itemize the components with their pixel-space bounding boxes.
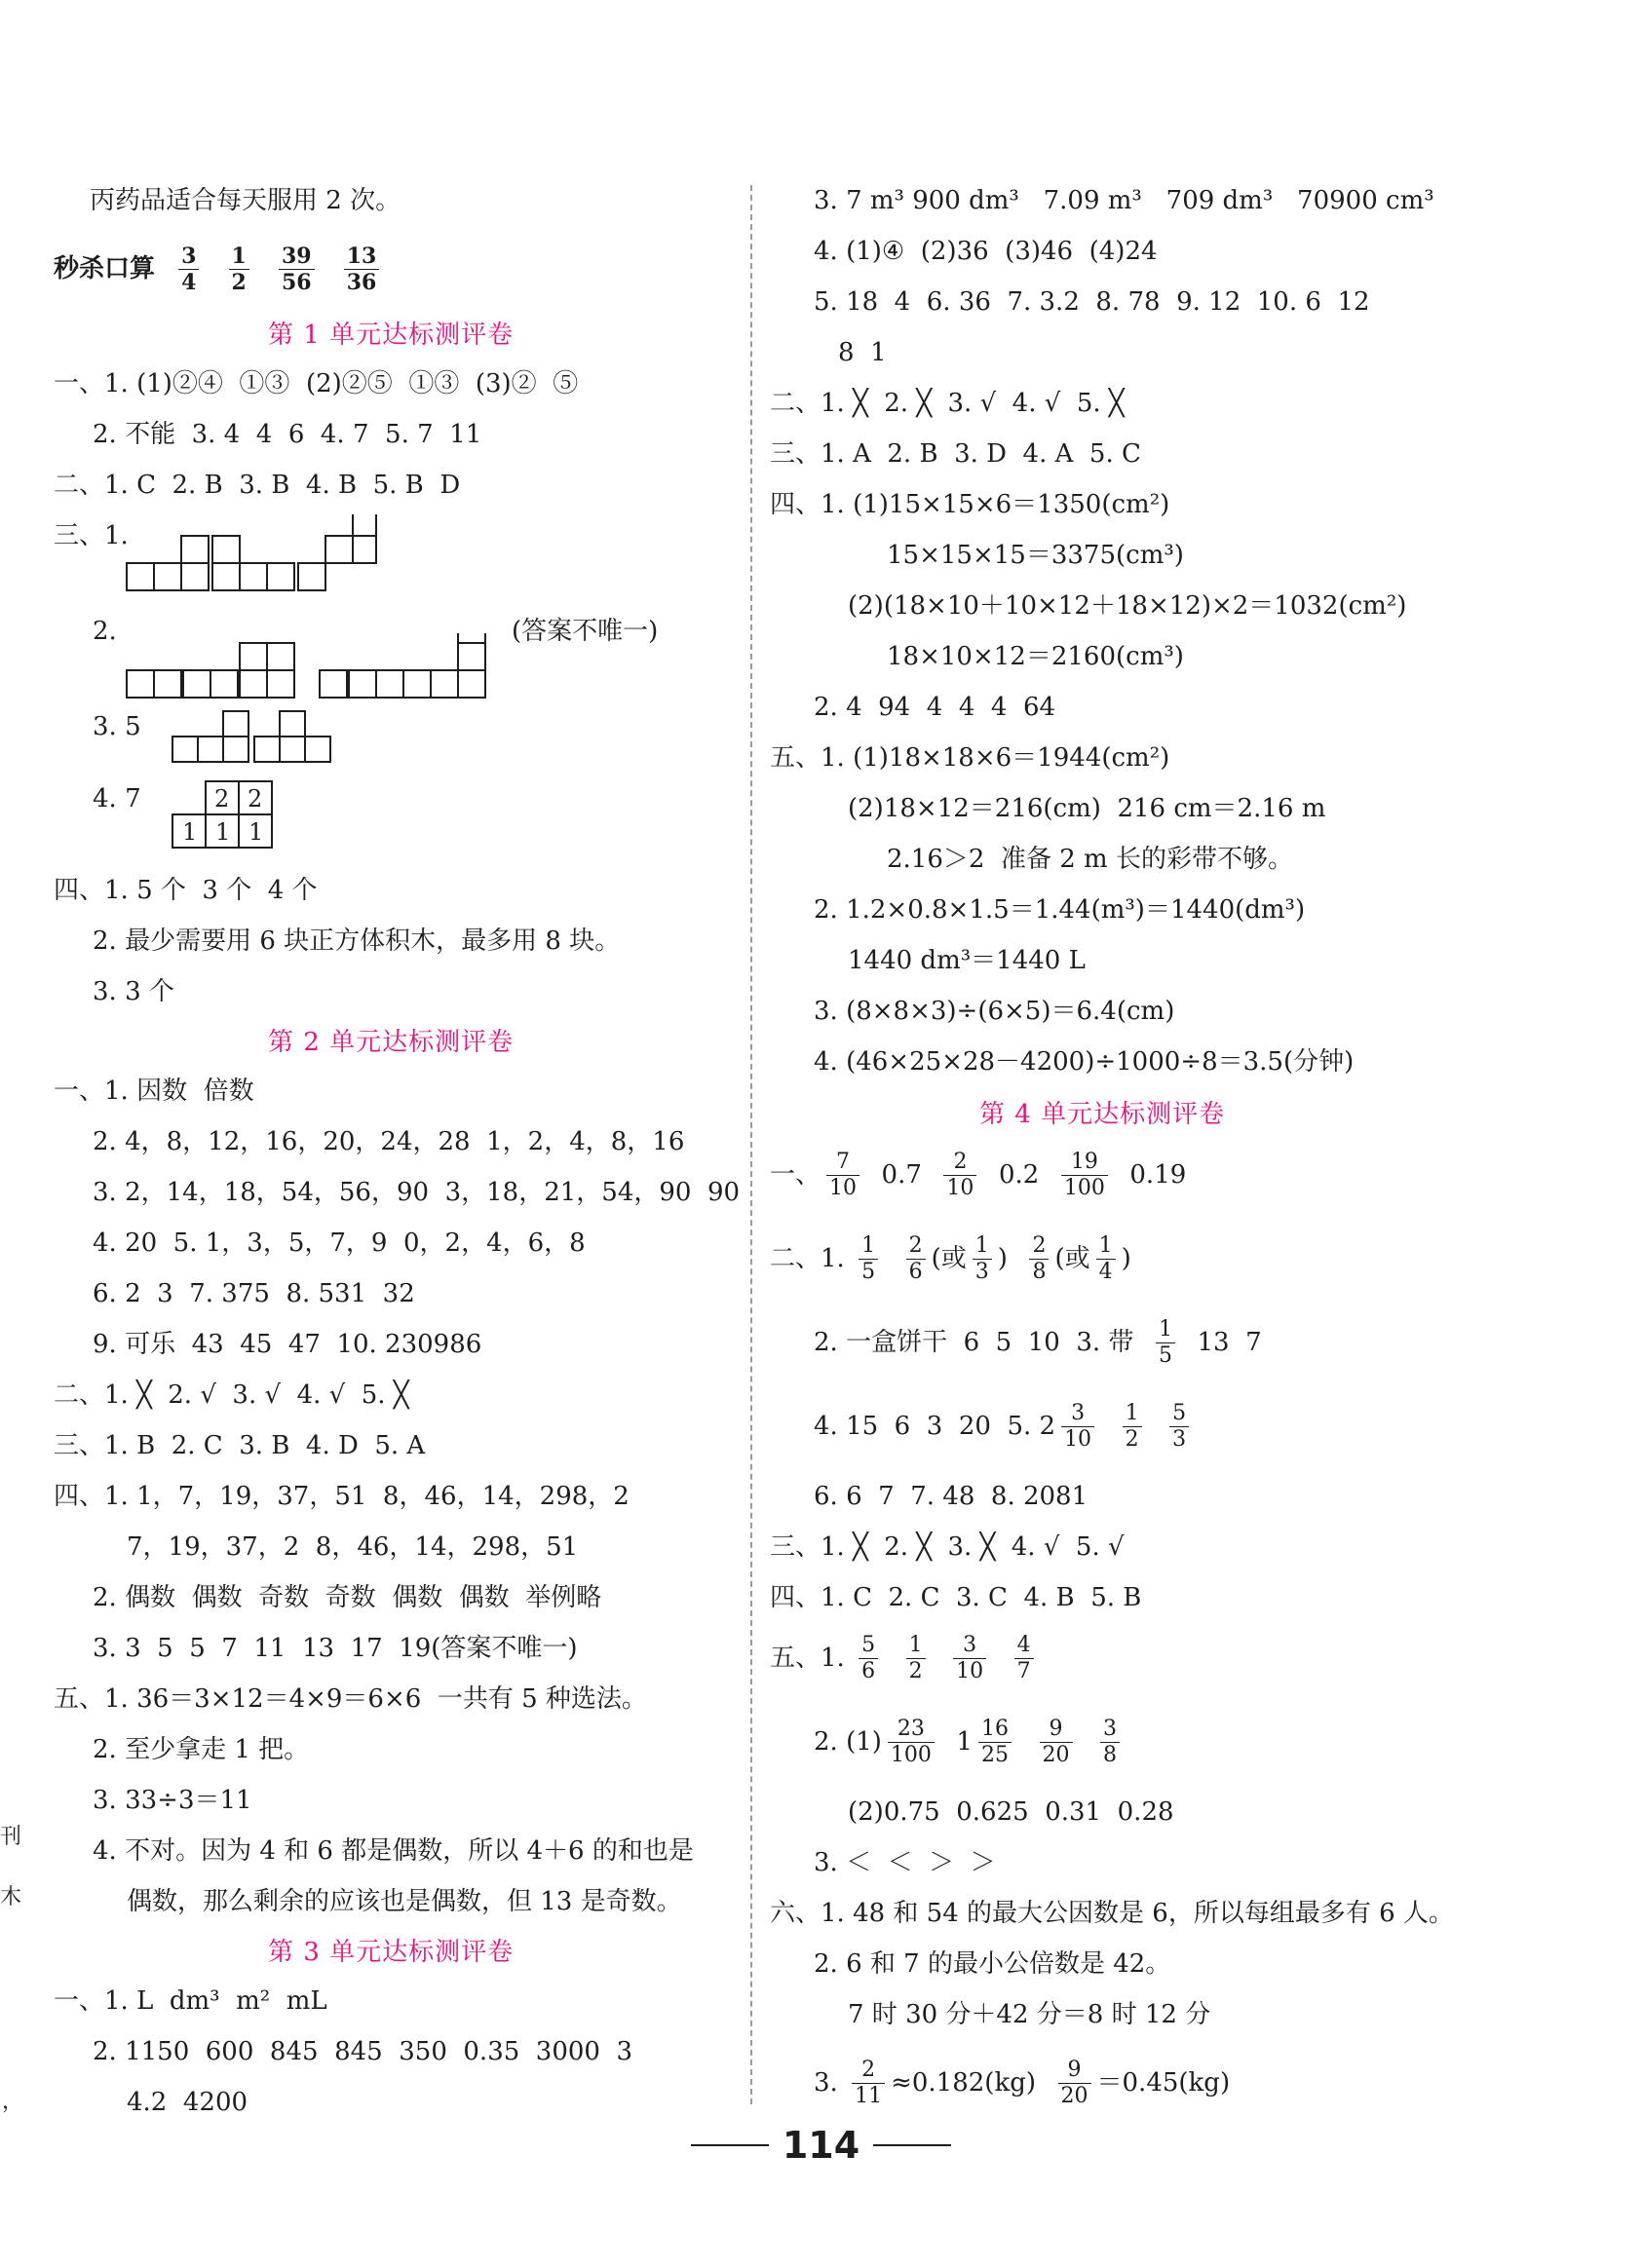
answer-text: (或	[931, 1244, 967, 1273]
answer-line	[814, 682, 1055, 733]
answer-text: 偶数，那么剩余的应该也是偶数，但 13 是奇数。	[127, 1887, 682, 1916]
fraction	[1040, 1718, 1073, 1767]
answer-line	[814, 1401, 1195, 1452]
answer-line	[54, 1674, 647, 1724]
page-number	[0, 2116, 1642, 2174]
view-top	[298, 514, 376, 590]
answer-text: 三、1.	[54, 521, 129, 550]
fraction-denominator: 10	[1061, 1426, 1094, 1452]
answer-text: 2.16＞2 准备 2 m 长的彩带不够。	[887, 845, 1293, 874]
answer-line	[770, 733, 1169, 783]
answer-text: 三、1. ╳ 2. ╳ 3. ╳ 4. √ 5. √	[770, 1532, 1125, 1562]
answer-line	[54, 1976, 327, 2026]
fraction-denominator: 56	[279, 269, 315, 294]
answer-text: 3. 3 个	[93, 977, 174, 1006]
answer-line	[770, 1888, 1454, 1939]
fraction-denominator: 20	[1040, 1742, 1073, 1767]
answer-line	[814, 2058, 1230, 2108]
fraction	[1061, 1402, 1094, 1452]
fraction	[852, 2059, 885, 2108]
fraction	[1169, 1402, 1189, 1452]
answer-text	[1148, 1411, 1165, 1442]
answer-text: 8 1	[838, 338, 887, 367]
answer-line	[814, 226, 1158, 277]
answer-line	[93, 1167, 740, 1218]
answer-line	[770, 378, 1125, 429]
answer-line	[54, 460, 460, 510]
answer-line	[54, 244, 385, 294]
fraction-numerator: 5	[1172, 1400, 1187, 1425]
answer-line	[93, 701, 141, 752]
page-number-dash-right	[873, 2144, 951, 2146]
answer-text: 五、1. 36＝3×12＝4×9＝6×6 一共有 5 种选法。	[54, 1684, 647, 1714]
answer-text: )	[997, 1244, 1024, 1273]
answer-text: 三、1. A 2. B 3. D 4. A 5. C	[770, 439, 1141, 469]
answer-line	[54, 1471, 630, 1522]
fraction	[1096, 1234, 1116, 1284]
fraction	[943, 1151, 976, 1200]
three-views-figure	[125, 514, 378, 596]
answer-text: (2)18×12＝216(cm) 216 cm＝2.16 m	[848, 794, 1326, 823]
answer-line	[814, 1317, 1262, 1368]
answer-text: 2.	[93, 617, 117, 646]
answer-line	[54, 1370, 408, 1420]
answer-line	[512, 606, 658, 657]
answer-text: 2. 4，8，12，16，20，24，28 1，2，4，8，16	[93, 1127, 685, 1156]
fraction	[826, 1151, 859, 1200]
answer-text: 1	[939, 1727, 973, 1757]
fraction	[978, 1718, 1012, 1767]
fraction-denominator: 7	[1014, 1658, 1034, 1683]
fraction-numerator: 7	[836, 1149, 851, 1174]
answer-line	[814, 277, 1370, 327]
answer-text: 五、1.	[770, 1644, 854, 1673]
answer-line	[93, 916, 620, 966]
answer-text: 7，19，37，2 8，46，14，298，51	[127, 1532, 579, 1562]
fraction-numerator: 2	[861, 2057, 876, 2082]
answer-text: 4. 不对。因为 4 和 6 都是偶数，所以 4＋6 的和也是	[93, 1836, 694, 1866]
answer-line	[770, 1150, 1186, 1200]
section-heading	[268, 1017, 514, 1068]
answer-text: 18×10×12＝2160(cm³)	[887, 642, 1184, 671]
fraction-denominator: 10	[826, 1175, 859, 1200]
answer-line	[93, 1826, 694, 1876]
grid-label: 2	[248, 785, 263, 813]
fraction-denominator: 8	[1029, 1259, 1049, 1284]
fraction-denominator: 10	[943, 1175, 976, 1200]
answer-line	[54, 359, 578, 409]
answer-text	[884, 1643, 900, 1674]
answer-text: 秒杀口算	[54, 254, 173, 284]
answer-line	[93, 1623, 578, 1674]
answer-line	[848, 1989, 1210, 2040]
answer-line	[848, 935, 1086, 986]
fraction	[1058, 2059, 1091, 2108]
answer-line	[814, 1837, 996, 1888]
answer-text: 3. 3 5 5 7 11 13 17 19(答案不唯一)	[93, 1634, 578, 1663]
page-number-dash-left	[691, 2144, 769, 2146]
answer-text: (或	[1054, 1244, 1090, 1273]
fraction-denominator: 4	[1096, 1259, 1116, 1284]
answer-text: 第 3 单元达标测评卷	[268, 1938, 515, 1967]
fraction-numerator: 19	[1070, 1149, 1098, 1174]
fraction	[859, 1234, 878, 1284]
edge-char: 木	[0, 1885, 22, 1909]
answer-text: 三、1. B 2. C 3. B 4. D 5. A	[54, 1431, 426, 1460]
fraction	[859, 1634, 878, 1683]
fraction-denominator: 25	[978, 1742, 1012, 1767]
answer-line	[814, 1471, 1088, 1522]
fraction-numerator: 5	[861, 1632, 876, 1657]
arrangement-a	[127, 643, 294, 698]
answer-line	[848, 1787, 1174, 1837]
answer-line	[814, 175, 1434, 226]
answer-text: 3. (8×8×3)÷(6×5)＝6.4(cm)	[814, 997, 1175, 1026]
answer-line	[93, 774, 141, 824]
answer-line	[848, 581, 1406, 631]
answer-text: 第 4 单元达标测评卷	[979, 1100, 1226, 1129]
answer-line	[93, 2026, 632, 2077]
answer-line	[54, 1066, 254, 1116]
edge-char: 刊	[0, 1825, 22, 1849]
fraction-denominator: 8	[1100, 1742, 1120, 1767]
arrangements-figure	[125, 633, 515, 705]
fraction-numerator: 4	[1016, 1632, 1031, 1657]
answer-line	[127, 1876, 682, 1927]
fraction-denominator: 5	[859, 1259, 878, 1284]
answer-text: 9. 可乐 43 45 47 10. 230986	[93, 1330, 482, 1359]
answer-line	[54, 510, 129, 561]
answer-line	[770, 1522, 1125, 1572]
answer-line	[93, 1218, 586, 1268]
answer-text: 2. 1150 600 845 845 350 0.35 3000 3	[93, 2037, 633, 2066]
answer-text: 2. (1)	[814, 1727, 882, 1757]
grid-label: 1	[215, 818, 231, 846]
fraction-denominator: 11	[852, 2083, 885, 2108]
answer-text	[932, 1643, 948, 1674]
fraction-numerator: 39	[281, 243, 312, 269]
answer-line	[127, 1522, 578, 1572]
fraction-denominator: 2	[906, 1658, 926, 1683]
fraction-denominator: 5	[1156, 1342, 1175, 1368]
fraction-numerator: 9	[1067, 2057, 1082, 2082]
answer-text	[205, 253, 222, 284]
answer-text: 2. 一盒饼干 6 5 10 3. 带	[814, 1328, 1150, 1357]
fraction-denominator: 6	[906, 1259, 926, 1284]
answer-line	[770, 1633, 1040, 1683]
answer-text: 一、1. 因数 倍数	[54, 1077, 254, 1106]
answer-text: 3. 7 m³ 900 dm³ 7.09 m³ 709 dm³ 70900 cm³	[814, 186, 1434, 215]
fraction	[888, 1718, 935, 1767]
fraction-numerator: 1	[1098, 1232, 1113, 1258]
fraction-numerator: 2	[1032, 1232, 1047, 1258]
answer-text: 2. 6 和 7 的最小公倍数是 42。	[814, 1949, 1171, 1979]
answer-line	[770, 1572, 1141, 1623]
fraction	[953, 1634, 986, 1683]
answer-text: 3.	[814, 2068, 847, 2098]
fraction-denominator: 3	[973, 1259, 992, 1284]
page-number-text: 114	[782, 2124, 860, 2167]
answer-text: 2. 4 94 4 4 4 64	[814, 693, 1056, 722]
view-side	[212, 536, 294, 590]
answer-line	[93, 1775, 252, 1826]
answer-text	[255, 253, 273, 284]
answer-text: 0.2	[982, 1160, 1055, 1190]
fraction	[1014, 1634, 1034, 1683]
fraction-denominator: 36	[344, 269, 380, 294]
answer-text: 7 时 30 分＋42 分＝8 时 12 分	[848, 2000, 1211, 2029]
fraction	[178, 245, 199, 294]
answer-text: 2. 不能 3. 4 4 6 4. 7 5. 7 11	[93, 420, 482, 449]
answer-text: 6. 6 7 7. 48 8. 2081	[814, 1482, 1088, 1511]
answer-line	[93, 1572, 601, 1623]
fraction	[1123, 1402, 1142, 1452]
fraction-denominator: 100	[1061, 1175, 1108, 1200]
answer-text: 4. 20 5. 1，3，5，7，9 0，2，4，6，8	[93, 1228, 586, 1258]
answer-text: 第 1 单元达标测评卷	[268, 321, 515, 350]
fraction	[906, 1234, 926, 1284]
answer-text: 15×15×15＝3375(cm³)	[887, 541, 1184, 570]
fraction-numerator: 1	[231, 243, 247, 269]
answer-text: 3. ＜ ＜ ＞ ＞	[814, 1848, 996, 1877]
section-heading	[268, 310, 514, 360]
answer-line	[93, 409, 481, 460]
answer-text: 四、1. 1，7，19，37，51 8，46，14，298，2	[54, 1482, 630, 1511]
answer-text: 六、1. 48 和 54 的最大公因数是 6，所以每组最多有 6 人。	[770, 1899, 1454, 1928]
answer-line	[887, 834, 1293, 885]
fraction	[1061, 1151, 1108, 1200]
answer-text: 3. 2，14，18，54，56，90 3，18，21，54，90 90	[93, 1178, 741, 1207]
answer-text: 4. (1)④ (2)36 (3)46 (4)24	[814, 237, 1158, 266]
answer-text: 五、1. (1)18×18×6＝1944(cm²)	[770, 743, 1170, 773]
answer-text	[1079, 1726, 1095, 1758]
section-heading	[268, 1927, 514, 1978]
fraction	[1156, 1318, 1175, 1368]
answer-line	[93, 1268, 415, 1319]
answer-line	[54, 865, 318, 916]
answer-text: 二、1. ╳ 2. ╳ 3. √ 4. √ 5. ╳	[770, 389, 1125, 418]
fraction-numerator: 2	[908, 1232, 923, 1258]
fraction	[229, 245, 249, 294]
answer-line	[838, 327, 887, 378]
answer-text: 6. 2 3 7. 375 8. 531 32	[93, 1279, 415, 1308]
answer-text: ≈0.182(kg)	[891, 2068, 1052, 2098]
answer-text	[992, 1643, 1009, 1674]
fraction-numerator: 1	[1158, 1316, 1172, 1342]
fraction-numerator: 1	[861, 1232, 876, 1258]
answer-text: 1440 dm³＝1440 L	[848, 946, 1086, 975]
fraction	[1029, 1234, 1049, 1284]
answer-line	[770, 429, 1141, 479]
answer-text: 3. 33÷3＝11	[93, 1786, 252, 1815]
answer-text: 一、	[770, 1160, 821, 1190]
shapes-3-figure	[171, 709, 336, 772]
answer-line	[770, 1233, 1131, 1284]
answer-text: 13 7	[1180, 1328, 1262, 1357]
fraction-denominator: 2	[1123, 1426, 1142, 1452]
answer-text: 丙药品适合每天服用 2 次。	[90, 186, 401, 215]
fraction-denominator: 3	[1169, 1426, 1189, 1452]
fraction-numerator: 3	[1103, 1716, 1118, 1741]
fraction-numerator: 13	[346, 243, 377, 269]
fraction-numerator: 3	[181, 243, 197, 269]
fraction-denominator: 4	[178, 269, 199, 294]
answer-text: 一、1. (1)②④ ①③ (2)②⑤ ①③ (3)② ⑤	[54, 369, 579, 398]
answer-line	[54, 1420, 425, 1471]
fraction-denominator: 2	[229, 269, 249, 294]
answer-line	[887, 631, 1184, 682]
fraction-numerator: 3	[1071, 1400, 1086, 1425]
answer-text	[884, 1243, 900, 1274]
answer-text: 0.19	[1113, 1160, 1187, 1190]
answer-text: (2)0.75 0.625 0.31 0.28	[848, 1797, 1174, 1827]
answer-text: 一、1. L dm³ m² mL	[54, 1986, 327, 2016]
fraction	[279, 245, 315, 294]
answer-text: 5. 18 4 6. 36 7. 3.2 8. 78 9. 12 10. 6 12	[814, 287, 1370, 317]
answer-text: (答案不唯一)	[512, 617, 659, 646]
answer-text: 二、1. C 2. B 3. B 4. B 5. B D	[54, 471, 461, 500]
answer-text: 四、1. 5 个 3 个 4 个	[54, 876, 318, 905]
answer-line	[814, 1717, 1126, 1767]
answer-text	[1100, 1411, 1117, 1442]
answer-text: 4.2 4200	[127, 2088, 248, 2117]
grid-label: 1	[248, 818, 264, 846]
answer-line	[93, 1319, 481, 1370]
answer-line	[770, 479, 1169, 530]
fraction-denominator: 100	[888, 1742, 935, 1767]
answer-text: 4. 7	[93, 784, 141, 813]
fraction-numerator: 9	[1049, 1716, 1063, 1741]
answer-line	[93, 606, 117, 657]
fraction-numerator: 1	[908, 1632, 923, 1657]
fraction-denominator: 20	[1058, 2083, 1091, 2108]
numbered-grid-figure	[171, 779, 278, 861]
grid-label: 2	[214, 785, 230, 813]
answer-line	[814, 1939, 1170, 1989]
answer-text: 3. 5	[93, 712, 141, 741]
fraction	[906, 1634, 926, 1683]
answer-line	[814, 986, 1174, 1037]
answer-line	[93, 966, 174, 1017]
fraction	[973, 1234, 992, 1284]
fraction-numerator: 23	[897, 1716, 925, 1741]
answer-text: 0.7	[865, 1160, 938, 1190]
answer-line	[814, 885, 1305, 935]
answer-line	[90, 175, 401, 226]
answer-line	[814, 1037, 1354, 1087]
fraction-numerator: 16	[980, 1716, 1009, 1741]
answer-line	[93, 1116, 684, 1167]
answer-text	[321, 253, 338, 284]
answer-text: 2. 1.2×0.8×1.5＝1.44(m³)＝1440(dm³)	[814, 895, 1306, 925]
section-heading	[979, 1089, 1225, 1140]
fraction-denominator: 6	[859, 1658, 878, 1683]
grid-label: 1	[182, 818, 198, 846]
answer-text	[1017, 1726, 1034, 1758]
fraction-denominator: 10	[953, 1658, 986, 1683]
answer-text: )	[1121, 1244, 1131, 1273]
fraction	[1100, 1718, 1120, 1767]
arrangement-b	[320, 633, 485, 698]
answer-text: 4. (46×25×28－4200)÷1000÷8＝3.5(分钟)	[814, 1047, 1355, 1077]
answer-text: 2. 至少拿走 1 把。	[93, 1735, 310, 1764]
fraction	[344, 245, 380, 294]
answer-text: (2)(18×10＋10×12＋18×12)×2＝1032(cm²)	[848, 591, 1407, 621]
column-divider	[750, 185, 752, 2104]
answer-text: 二、1. ╳ 2. √ 3. √ 4. √ 5. ╳	[54, 1380, 409, 1410]
answer-text: ＝0.45(kg)	[1096, 2068, 1231, 2098]
answer-text: 二、1.	[770, 1244, 854, 1273]
answer-text: 第 2 单元达标测评卷	[268, 1028, 515, 1057]
answer-line	[887, 530, 1184, 581]
edge-char: ，	[2, 2090, 24, 2114]
fraction-numerator: 1	[974, 1232, 989, 1258]
answer-text: 四、1. (1)15×15×6＝1350(cm²)	[770, 490, 1170, 519]
answer-text: 2. 偶数 偶数 奇数 奇数 偶数 偶数 举例略	[93, 1583, 602, 1612]
answer-line	[848, 783, 1325, 834]
binding-edge	[0, 0, 29, 2268]
fraction-numerator: 3	[963, 1632, 977, 1657]
answer-text: 四、1. C 2. C 3. C 4. B 5. B	[770, 1583, 1142, 1612]
fraction-numerator: 1	[1125, 1400, 1139, 1425]
view-front	[127, 536, 209, 590]
answer-text: 2. 最少需要用 6 块正方体积木，最多用 8 块。	[93, 926, 621, 956]
answer-text: 4. 15 6 3 20 5. 2	[814, 1412, 1056, 1441]
answer-line	[93, 1724, 309, 1775]
fraction-numerator: 2	[953, 1149, 968, 1174]
